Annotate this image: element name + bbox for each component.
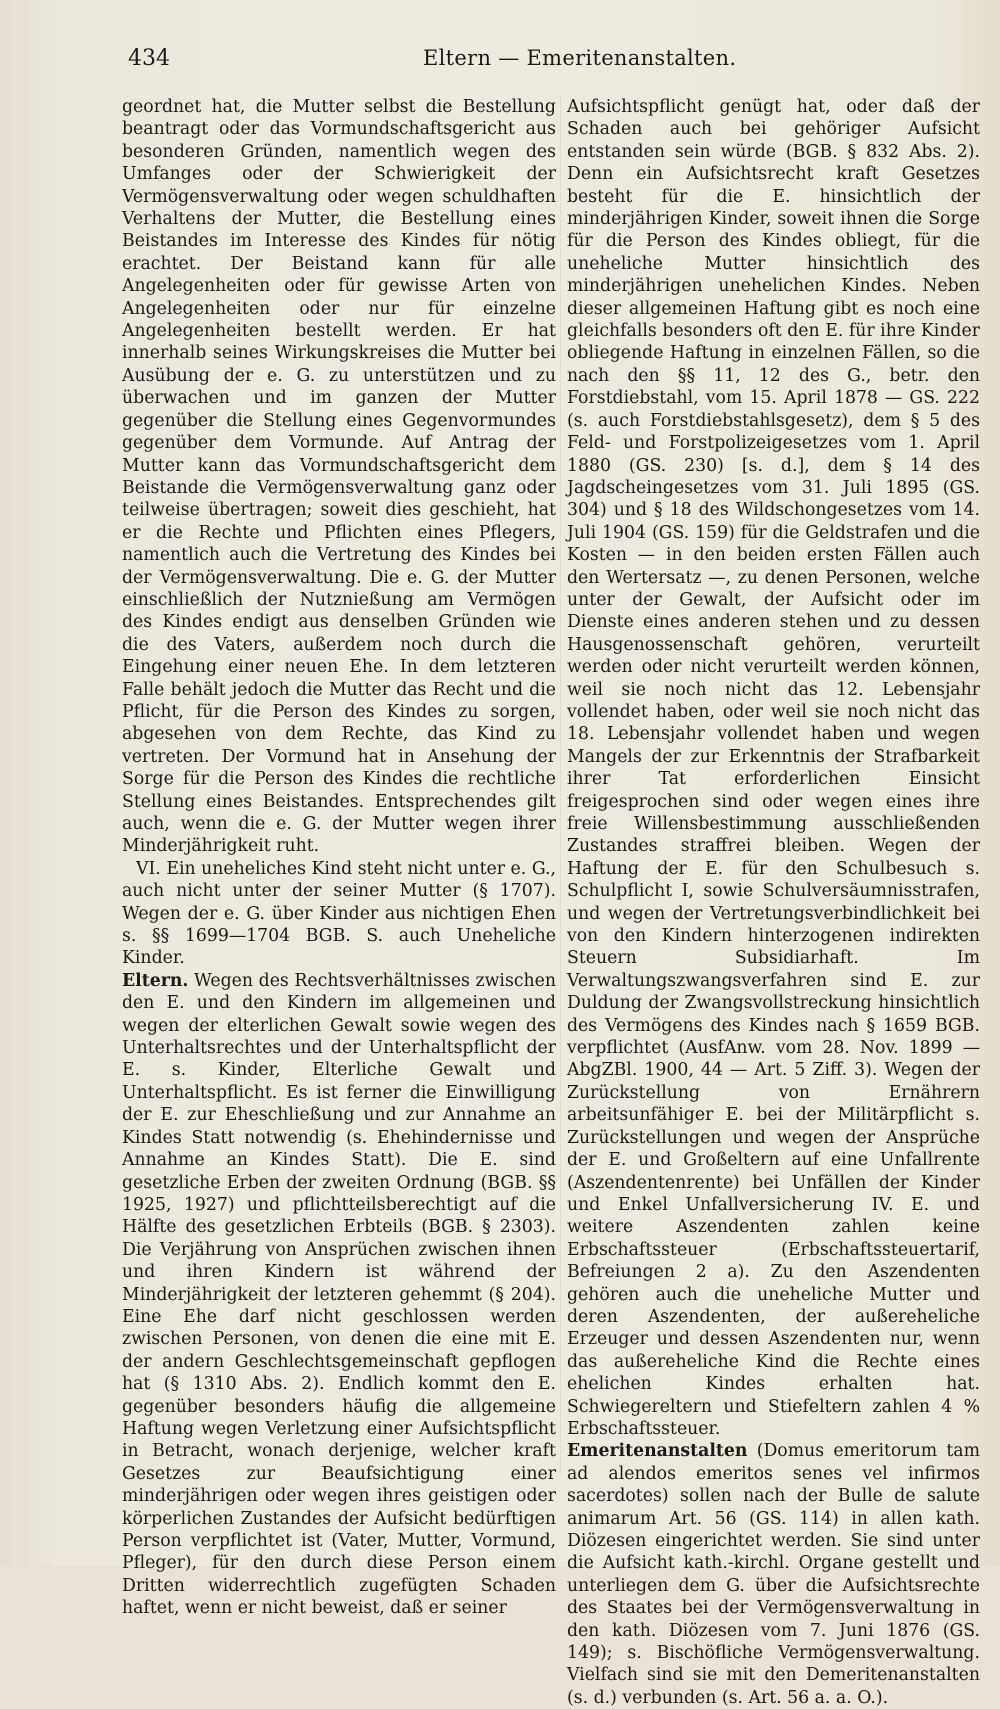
entry-term-eltern: Eltern. — [122, 970, 189, 991]
running-title: Eltern — Emeritenanstalten. — [423, 46, 737, 70]
entry-eltern — [122, 970, 556, 1620]
entry-emeritenanstalten — [567, 1440, 980, 1709]
right-column — [567, 96, 980, 1709]
entry-body-emeritenanstalten: (Domus emeritorum tam ad alendos emeritos senes vel infirmos sacerdotes) sollen nach der Bulle de salute animarum Art. 56 (GS. 114) in allen kath. Diözesen eingerichtet werden. Sie sind unter die Aufsicht kath.-kirchl. Organe gestellt und unterliegen dem G. über die Aufsichtsrechte des Staates bei der Vermögensverwaltung in den kath. Diözesen vom 7. Juni 1876 (GS. 149); s. Bischöfliche Vermögensverwaltung. Vielfach sind sie mit den Demeritenanstalten (s. d.) verbunden (s. Art. 56 a. a. O.). — [567, 1441, 980, 1708]
entry-body-eltern: Wegen des Rechtsverhältnisses zwischen den E. und den Kindern im allgemeinen und wegen der elterlichen Gewalt sowie wegen des Unterhaltsrechtes und der Unterhaltspflicht der E. s. Kinder, Elterliche Gewalt und Unterhaltspflicht. Es ist ferner die Einwilligung der E. zur Eheschließung und zur Annahme an Kindes Statt notwendig (s. Ehehindernisse und Annahme an Kindes Statt). Die E. sind gesetzliche Erben der zweiten Ordnung (BGB. §§ 1925, 1927) und pflichtteilsberechtigt auf die Hälfte des gesetzlichen Erbteils (BGB. § 2303). Die Verjährung von Ansprüchen zwischen ihnen und ihren Kindern ist während der Minderjährigkeit der letzteren gehemmt (§ 204). Eine Ehe darf nicht geschlossen werden zwischen Personen, von denen die eine mit E. der andern Geschlechtsgemeinschaft gepflogen hat (§ 1310 Abs. 2). Endlich kommt den E. gegenüber besonders häufig die allgemeine Haftung wegen Verletzung einer Aufsichtspflicht in Betracht, wonach derjenige, welcher kraft Gesetzes zur Beaufsichtigung einer minderjährigen oder wegen ihres geistigen oder körperlichen Zustandes der Aufsicht bedürftigen Person verpflichtet ist (Vater, Mutter, Vormund, Pfleger), für den durch diese Person einem Dritten widerrechtlich zugefügten Schaden haftet, wenn er nicht beweist, daß er seiner — [122, 970, 556, 1619]
paragraph-aufsichtspflicht: Aufsichtspflicht genügt hat, oder daß der Schaden auch bei gehöriger Aufsicht entstanden sein würde (BGB. § 832 Abs. 2). Denn ein Aufsichtsrecht kraft Gesetzes besteht für die E. hinsichtlich der minderjährigen Kinder, soweit ihnen die Sorge für die Person des Kindes obliegt, für die uneheliche Mutter hinsichtlich des minderjährigen unehelichen Kindes. Neben dieser allgemeinen Haftung gibt es noch eine gleichfalls besonders oft den E. für ihre Kinder obliegende Haftung in einzelnen Fällen, so die nach den §§ 11, 12 des G., betr. den Forstdiebstahl, vom 15. April 1878 — GS. 222 (s. auch Forstdiebstahlsgesetz), dem § 5 des Feld- und Forstpolizeigesetzes vom 1. April 1880 (GS. 230) [s. d.], dem § 14 des Jagdscheingesetzes vom 31. Juli 1895 (GS. 304) und § 18 des Wildschongesetzes vom 14. Juli 1904 (GS. 159) für die Geldstrafen und die Kosten — in den beiden ersten Fällen auch den Wertersatz —, zu denen Personen, welche unter der Gewalt, der Aufsicht oder im Dienste eines anderen stehen und zu dessen Hausgenossenschaft gehören, verurteilt werden oder nicht verurteilt werden können, weil sie noch nicht das 12. Lebensjahr vollendet haben, oder weil sie noch nicht das 18. Lebensjahr vollendet haben und wegen Mangels der zur Erkenntnis der Strafbarkeit ihrer Tat erforderlichen Einsicht freigesprochen sind oder wegen eines ihre freie Willensbestimmung ausschließenden Zustandes straffrei bleiben. Wegen der Haftung der E. für den Schulbesuch s. Schulpflicht I, sowie Schulversäumnisstrafen, und wegen der Vertretungsverbindlichkeit bei von den Kindern hinterzogenen indirekten Steuern Subsidiarhaft. Im Verwaltungszwangsverfahren sind E. zur Duldung der Zwangsvollstreckung hinsichtlich des Vermögens des Kindes nach § 1659 BGB. verpflichtet (AusfAnw. vom 28. Nov. 1899 — AbgZBl. 1900, 44 — Art. 5 Ziff. 3). Wegen der Zurückstellung von Ernährern arbeitsunfähiger E. bei der Militärpflicht s. Zurückstellungen und wegen der Ansprüche der E. und Großeltern auf eine Unfallrente (Aszendentenrente) bei Unfällen der Kinder und Enkel Unfallversicherung IV. E. und weitere Aszendenten zahlen keine Erbschaftssteuer (Erbschaftssteuertarif, Befreiungen 2 a). Zu den Aszendenten gehören auch die uneheliche Mutter und deren Aszendenten, der außereheliche Erzeuger und dessen Aszendenten nur, wenn das außereheliche Kind die Rechte eines ehelichen Kindes erhalten hat. Schwiegereltern und Stiefeltern zahlen 4 % Erbschaftssteuer. — [567, 97, 980, 1439]
page-header — [128, 42, 898, 82]
column-divider — [560, 96, 561, 1476]
paragraph-mutter-beistand: geordnet hat, die Mutter selbst die Bestellung beantragt oder das Vormundschaftsgericht aus besonderen Gründen, namentlich wegen des Umfanges oder der Schwierigkeit der Vermögensverwaltung oder wegen schuldhaften Verhaltens der Mutter, die Bestellung eines Beistandes im Interesse des Kindes für nötig erachtet. Der Beistand kann für alle Angelegenheiten oder für gewisse Arten von Angelegenheiten oder nur für einzelne Angelegenheiten bestellt werden. Er hat innerhalb seines Wirkungskreises die Mutter bei Ausübung der e. G. zu unterstützen und zu überwachen und im ganzen der Mutter gegenüber die Stellung eines Gegenvormundes gegenüber dem Vormunde. Auf Antrag der Mutter kann das Vormundschaftsgericht dem Beistande die Vermögensverwaltung ganz oder teilweise übertragen; soweit dies geschieht, hat er die Rechte und Pflichten eines Pflegers, namentlich auch die Vertretung des Kindes bei der Vermögensverwaltung. Die e. G. der Mutter einschließlich der Nutznießung am Vermögen des Kindes endigt aus denselben Gründen wie die des Vaters, außerdem noch durch die Eingehung einer neuen Ehe. In dem letzteren Falle behält jedoch die Mutter das Recht und die Pflicht, für die Person des Kindes zu sorgen, abgesehen von dem Rechte, das Kind zu vertreten. Der Vormund hat in Ansehung der Sorge für die Person des Kindes die rechtliche Stellung eines Beistandes. Entsprechendes gilt auch, wenn die e. G. der Mutter wegen ihrer Minderjährigkeit ruht. — [122, 97, 556, 857]
left-column — [122, 96, 556, 1620]
page-number: 434 — [128, 46, 170, 71]
entry-term-emeritenanstalten: Emeritenanstalten — [567, 1441, 748, 1462]
paragraph-uneheliches-kind: VI. Ein uneheliches Kind steht nicht unter e. G., auch nicht unter der seiner Mutter (§ 1707). Wegen der e. G. über Kinder aus nichtigen Ehen s. §§ 1699—1704 BGB. S. auch Uneheliche Kinder. — [122, 858, 556, 969]
